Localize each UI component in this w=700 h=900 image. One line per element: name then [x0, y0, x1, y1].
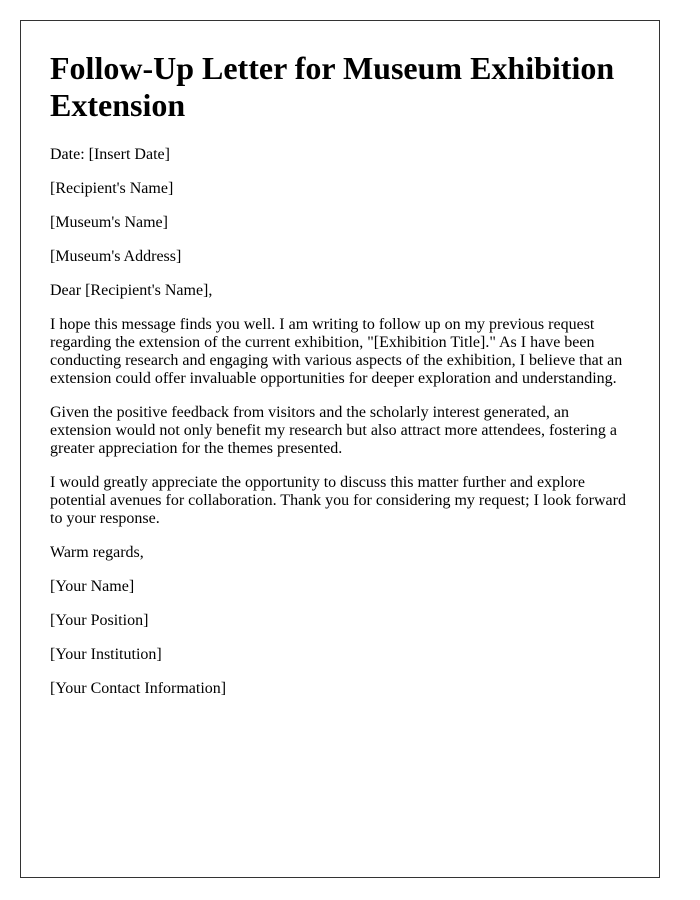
salutation: Dear [Recipient's Name],: [50, 282, 213, 299]
letter-title: Follow-Up Letter for Museum Exhibition Extension: [50, 50, 615, 123]
signature-institution: [Your Institution]: [50, 646, 162, 663]
body-paragraph-1: I hope this message finds you well. I am writing to follow up on my previous request regarding the extension of the current exhibition, "[Exhibition Title]." As I have been conducting research and engaging with various aspects of the exhibition, I believe that an extension could offer invaluable opportunities for deeper exploration and understanding.: [50, 316, 623, 387]
museum-name: [Museum's Name]: [50, 214, 168, 231]
body-paragraph-3: I would greatly appreciate the opportunity to discuss this matter further and explore potential avenues for collaboration. Thank you for considering my request; I look forward to your response.: [50, 474, 626, 527]
signature-contact: [Your Contact Information]: [50, 680, 227, 697]
museum-address: [Museum's Address]: [50, 248, 182, 265]
recipient-name: [Recipient's Name]: [50, 180, 174, 197]
closing: Warm regards,: [50, 544, 144, 561]
signature-position: [Your Position]: [50, 612, 149, 629]
body-paragraph-2: Given the positive feedback from visitors and the scholarly interest generated, an extension would not only benefit my research but also attract more attendees, fostering a greater appreciation for the themes presented.: [50, 404, 617, 457]
letter-page: [20, 20, 660, 878]
signature-name: [Your Name]: [50, 578, 135, 595]
letter-content: [50, 50, 634, 714]
date-line: Date: [Insert Date]: [50, 146, 170, 163]
